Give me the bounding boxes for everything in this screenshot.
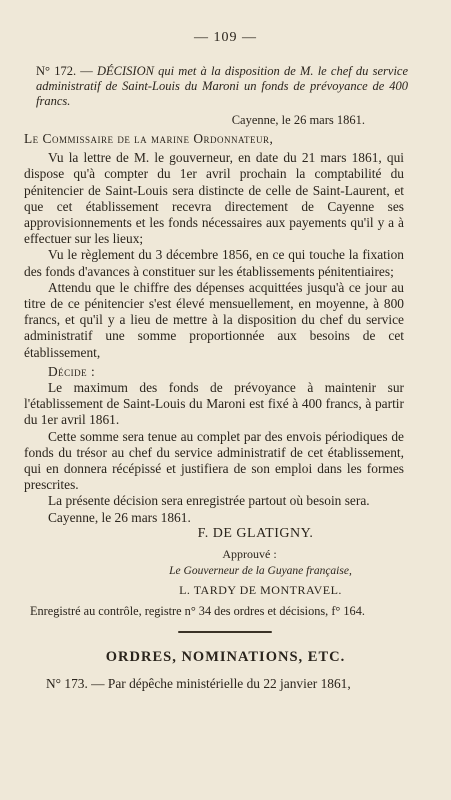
decision-heading bbox=[36, 64, 408, 109]
considerant-paragraph: Vu le règlement du 3 décembre 1856, en ce qui touche la fixation des fonds d'avances à constituer sur les établissements pénitentiaires; bbox=[24, 247, 404, 279]
approved-label: Approuvé : bbox=[222, 547, 277, 561]
decision-title: DÉCISION qui met à la disposition de M. le chef du service administratif de Saint-Louis du Maroni un fonds de prévoyance de 400 francs. bbox=[36, 64, 409, 108]
section-divider bbox=[178, 631, 272, 633]
considerant-paragraph: Vu la lettre de M. le gouverneur, en date du 21 mars 1861, qui dispose qu'à compter du 1er avril prochain la comptabilité du pénitencier de Saint-Louis sera distincte de celle de Saint-Laurent, et que cet établissement recevra directement de Cayenne ses approvisionnements et les fonds nécessaires aux payements qu'il y a à effectuer sur les lieux; bbox=[24, 150, 404, 247]
decision-number: N° 172. — bbox=[36, 64, 93, 78]
registration-note: Enregistré au contrôle, registre n° 34 des ordres et décisions, f° 164. bbox=[30, 604, 365, 618]
next-entry: N° 173. — Par dépêche ministérielle du 22 janvier 1861, bbox=[46, 676, 351, 691]
closing-date: Cayenne, le 26 mars 1861. bbox=[48, 509, 191, 525]
place-date: Cayenne, le 26 mars 1861. bbox=[231, 113, 365, 127]
decision-body bbox=[24, 131, 404, 526]
section-title: ORDRES, NOMINATIONS, ETC. bbox=[105, 649, 346, 665]
article-paragraph: Le maximum des fonds de prévoyance à maintenir sur l'établissement de Saint-Louis du Maroni est fixé à 400 francs, à partir du 1er avril 1861. bbox=[24, 380, 404, 428]
article-paragraph: Cette somme sera tenue au complet par des envois périodiques de fonds du trésor au chef du service administratif de cet établissement, qui en donnera récépissé et justifiera de son emploi dans les formes prescrites. bbox=[24, 428, 404, 493]
signature: F. DE GLATIGNY. bbox=[197, 526, 314, 541]
decide-label: Décide : bbox=[48, 363, 96, 379]
considerant-paragraph: Attendu que le chiffre des dépenses acquittées jusqu'à ce jour au titre de ce pénitencier s'est élevé mensuellement, en moyenne, à 800 francs, et qu'il y a lieu de mettre à la disposition du chef du service administratif une somme proportionnée aux besoins de cet établissement, bbox=[24, 279, 404, 360]
governor-title: Le Gouverneur de la Guyane française, bbox=[169, 565, 352, 577]
commissioner-line: Le Commissaire de la marine Ordonnateur, bbox=[24, 131, 274, 146]
governor-name: L. TARDY DE MONTRAVEL. bbox=[179, 583, 342, 597]
page-number: — 109 — bbox=[194, 30, 257, 45]
article-paragraph: La présente décision sera enregistrée partout où besoin sera. bbox=[48, 493, 370, 509]
